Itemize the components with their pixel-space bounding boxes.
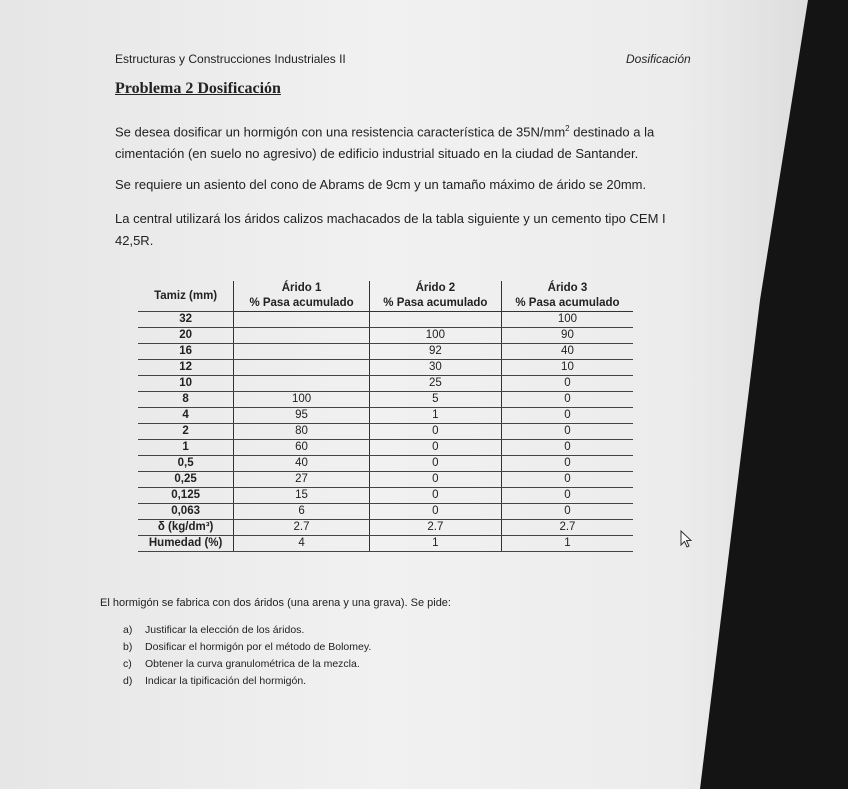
tamiz-cell: 10 (138, 376, 234, 392)
arido-2-cell: 92 (369, 344, 501, 360)
statement-text-1a: Se desea dosificar un hormigón con una resistencia característica de 35N/mm (115, 124, 566, 140)
arido-1-cell: 15 (234, 488, 370, 504)
table-row (138, 408, 633, 424)
table-row (138, 488, 633, 504)
question-item (123, 641, 371, 658)
header-arido-2: Árido 2 (369, 281, 501, 296)
arido-1-cell: 6 (234, 504, 370, 520)
arido-3-cell: 0 (501, 456, 633, 472)
question-item (123, 624, 371, 641)
arido-3-cell: 0 (501, 408, 633, 424)
arido-3-cell: 0 (501, 392, 633, 408)
header-tamiz: Tamiz (mm) (154, 289, 218, 302)
arido-3-cell: 0 (501, 424, 633, 440)
statement-superscript: 2 (565, 124, 570, 133)
tamiz-cell: 32 (138, 312, 234, 328)
statement-paragraph-1 (115, 118, 695, 165)
question-text: Justificar la elección de los áridos. (145, 624, 305, 636)
questions-list (123, 624, 371, 692)
arido-1-cell: 60 (234, 440, 370, 456)
arido-3-cell: 0 (501, 440, 633, 456)
tamiz-cell: 2 (138, 424, 234, 440)
arido-1-cell (234, 312, 370, 328)
mouse-pointer-icon (680, 530, 694, 548)
arido-3-cell: 0 (501, 504, 633, 520)
table-row (138, 328, 633, 344)
arido-3-cell: 100 (501, 312, 633, 328)
arido-1-cell (234, 344, 370, 360)
problem-title: Problema 2 Dosificación (115, 80, 281, 97)
subheader-arido-3: % Pasa acumulado (501, 296, 633, 312)
question-text: Obtener la curva granulométrica de la mezcla. (145, 658, 360, 670)
arido-2-cell: 100 (369, 328, 501, 344)
tamiz-cell: 16 (138, 344, 234, 360)
table-body (138, 312, 633, 552)
question-text: Indicar la tipificación del hormigón. (145, 675, 307, 687)
arido-2-cell: 25 (369, 376, 501, 392)
subheader-arido-1: % Pasa acumulado (234, 296, 370, 312)
table-row (138, 536, 633, 552)
table-row (138, 520, 633, 536)
question-text: Dosificar el hormigón por el método de Bolomey. (145, 641, 372, 653)
arido-1-cell (234, 328, 370, 344)
tamiz-cell: 0,063 (138, 504, 234, 520)
table-row (138, 312, 633, 328)
arido-2-cell: 0 (369, 472, 501, 488)
statement-paragraph-2: Se requiere un asiento del cono de Abrams de 9cm y un tamaño máximo de árido se 20mm. (115, 177, 647, 192)
tamiz-cell: 20 (138, 328, 234, 344)
tamiz-cell: 8 (138, 392, 234, 408)
arido-3-cell: 0 (501, 488, 633, 504)
arido-2-cell: 2.7 (369, 520, 501, 536)
arido-1-cell: 40 (234, 456, 370, 472)
arido-3-cell: 1 (501, 536, 633, 552)
question-item (123, 675, 371, 692)
course-header: Estructuras y Construcciones Industriales II (115, 52, 346, 66)
table-row (138, 456, 633, 472)
arido-2-cell: 1 (369, 408, 501, 424)
arido-1-cell: 2.7 (234, 520, 370, 536)
tamiz-cell: 0,125 (138, 488, 234, 504)
arido-2-cell (369, 312, 501, 328)
table-row (138, 376, 633, 392)
question-letter: d) (123, 675, 133, 687)
header-arido-1: Árido 1 (234, 281, 370, 296)
question-letter: a) (123, 624, 133, 636)
arido-1-cell: 95 (234, 408, 370, 424)
arido-2-cell: 0 (369, 424, 501, 440)
arido-1-cell (234, 360, 370, 376)
arido-3-cell: 40 (501, 344, 633, 360)
questions-intro: El hormigón se fabrica con dos áridos (una arena y una grava). Se pide: (100, 597, 451, 609)
table-row (138, 424, 633, 440)
arido-3-cell: 0 (501, 376, 633, 392)
arido-2-cell: 30 (369, 360, 501, 376)
tamiz-cell: 0,25 (138, 472, 234, 488)
arido-3-cell: 0 (501, 472, 633, 488)
section-header: Dosificación (626, 52, 691, 66)
tamiz-cell: δ (kg/dm³) (138, 520, 234, 536)
arido-1-cell: 100 (234, 392, 370, 408)
question-letter: c) (123, 658, 132, 670)
table-row (138, 440, 633, 456)
question-letter: b) (123, 641, 133, 653)
arido-3-cell: 2.7 (501, 520, 633, 536)
table-row (138, 472, 633, 488)
question-item (123, 658, 371, 675)
tamiz-cell: Humedad (%) (138, 536, 234, 552)
arido-3-cell: 90 (501, 328, 633, 344)
arido-2-cell: 0 (369, 456, 501, 472)
tamiz-cell: 4 (138, 408, 234, 424)
table-row (138, 504, 633, 520)
arido-2-cell: 0 (369, 504, 501, 520)
statement-paragraph-3: La central utilizará los áridos calizos machacados de la tabla siguiente y un cemento tipo CEM I 42,5R. (115, 211, 666, 248)
header-arido-3: Árido 3 (501, 281, 633, 296)
table-row (138, 344, 633, 360)
arido-2-cell: 0 (369, 440, 501, 456)
arido-2-cell: 0 (369, 488, 501, 504)
table-row (138, 392, 633, 408)
arido-1-cell: 4 (234, 536, 370, 552)
arido-3-cell: 10 (501, 360, 633, 376)
tamiz-cell: 1 (138, 440, 234, 456)
statement-text-1b: destinado a la cimentación (en suelo no agresivo) de edificio industrial situado en la ciudad de Santander. (115, 124, 655, 162)
aggregates-table (138, 281, 633, 552)
arido-1-cell (234, 376, 370, 392)
tamiz-cell: 12 (138, 360, 234, 376)
subheader-arido-2: % Pasa acumulado (369, 296, 501, 312)
arido-2-cell: 5 (369, 392, 501, 408)
arido-1-cell: 80 (234, 424, 370, 440)
tamiz-cell: 0,5 (138, 456, 234, 472)
arido-1-cell: 27 (234, 472, 370, 488)
table-row (138, 360, 633, 376)
arido-2-cell: 1 (369, 536, 501, 552)
